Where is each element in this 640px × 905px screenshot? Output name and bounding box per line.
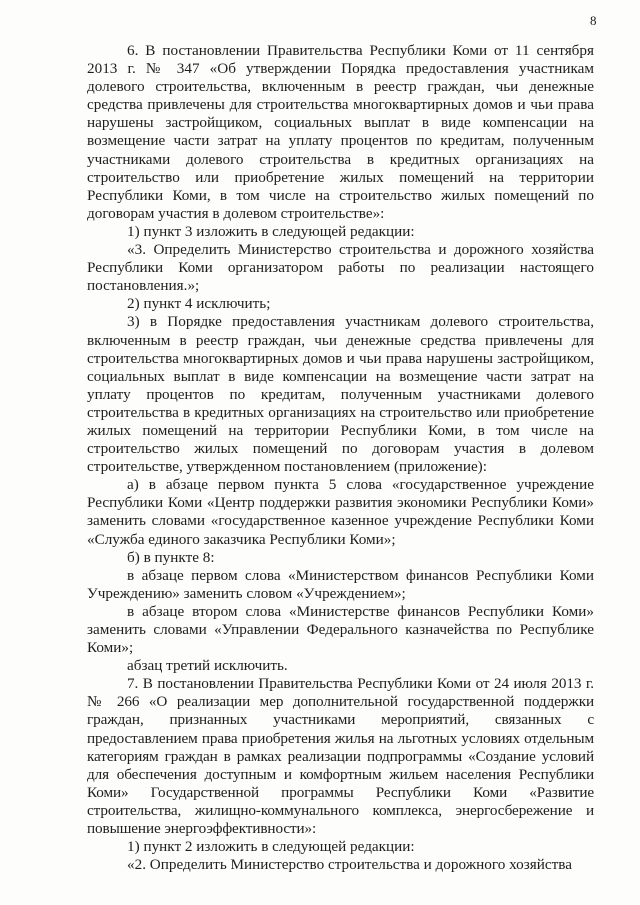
subitem-1-point-3: 1) пункт 3 изложить в следующей редакции: [127,222,415,240]
subitem-3-procedure: 3) в Порядке предоставления участникам долевого строительства, включенным в реестр граждан, чьи денежные средства привлечены для строительства многоквартирных домов и чьи права нарушены застройщиком, социальных выплат в виде компенсации на возмещение части затрат на уплату процентов по кредитам, полученным участниками долевого строительства в кредитных организациях на строительство или приобретение жилых помещений на территории Республики Коми, в том числе на строительство жилых помещений по договорам участия в долевом строительстве, утвержденном постановлением (приложение): [87,313,594,476]
paragraph-first-change: в абзаце первом слова «Министерством финансов Республики Коми Учреждению» заменить словом «Учреждением»; [87,566,594,602]
page-number: 8 [590,13,597,28]
paragraph-item-7: 7. В постановлении Правительства Республики Коми от 24 июля 2013 г. № 266 «О реализации мер дополнительной государственной поддержки граждан, признанных участниками мероприятий, связанных с предоставлением права приобретения жилья на льготных условиях отдельным категориям граждан в рамках реализации подпрограммы «Создание условий для обеспечения доступным и комфортным жильем населения Республики Коми» Государственной программы Республики Коми «Развитие строительства, жилищно-коммунального комплекса, энергосбережение и повышение энергоэффективности»: [87,675,594,838]
quoted-point-3: «3. Определить Министерство строительства и дорожного хозяйства Республики Коми организатором работы по реализации настоящего постановления.»; [87,241,594,295]
paragraph-third-exclude: абзац третий исключить. [127,657,288,675]
subitem-a-point-5: а) в абзаце первом пункта 5 слова «государственное учреждение Республики Коми «Центр поддержки развития экономики Республики Коми» заменить словами «государственное казенное учреждение Республики Коми «Служба единого заказчика Республики Коми»; [87,476,594,548]
subitem-2-point-4: 2) пункт 4 исключить; [127,295,271,313]
subitem-b-point-8: б) в пункте 8: [127,548,215,566]
paragraph-item-6: 6. В постановлении Правительства Республики Коми от 11 сентября 2013 г. № 347 «Об утверждении Порядка предоставления участникам долевого строительства, включенным в реестр граждан, чьи денежные средства привлечены для строительства многоквартирных домов и чьи права нарушены застройщиком, социальных выплат в виде компенсации на возмещение части затрат на уплату процентов по кредитам, полученным участниками долевого строительства в кредитных организациях на строительство или приобретение жилых помещений на территории Республики Коми, в том числе на строительство жилых помещений по договорам участия в долевом строительстве»: [87,42,594,222]
subitem-1-point-2: 1) пункт 2 изложить в следующей редакции: [127,838,415,856]
paragraph-second-change: в абзаце втором слова «Министерстве финансов Республики Коми» заменить словами «Управлении Федерального казначейства по Республике Коми»; [87,602,594,657]
quoted-point-2: «2. Определить Министерство строительства и дорожного хозяйства [127,856,572,874]
document-body [87,42,594,874]
